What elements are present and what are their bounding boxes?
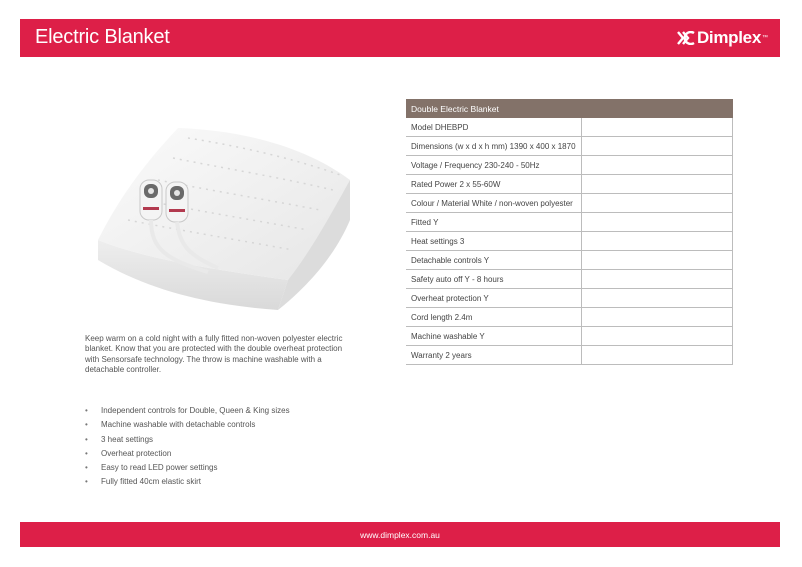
page-title: Electric Blanket	[35, 26, 170, 48]
spec-value-cell	[582, 213, 733, 232]
spec-cell: Warranty 2 years	[406, 346, 582, 365]
spec-value-cell	[582, 156, 733, 175]
website-link[interactable]: www.dimplex.com.au	[360, 530, 440, 540]
brand-name: Dimplex	[696, 28, 761, 47]
table-row	[406, 118, 733, 137]
list-item: • Overheat protection	[85, 449, 290, 463]
table-row	[406, 308, 733, 327]
spec-value-cell	[582, 137, 733, 156]
spec-value-cell	[582, 175, 733, 194]
list-item: • Machine washable with detachable controls	[85, 420, 290, 434]
list-item: • Independent controls for Double, Queen & King sizes	[85, 406, 290, 420]
electric-blanket-image	[88, 110, 358, 310]
table-row	[406, 137, 733, 156]
spec-value-cell	[582, 251, 733, 270]
spec-cell: Detachable controls Y	[406, 251, 582, 270]
dimplex-logo	[677, 28, 768, 48]
spec-cell: Voltage / Frequency 230-240 - 50Hz	[406, 156, 582, 175]
spec-cell: Fitted Y	[406, 213, 582, 232]
spec-value-cell	[582, 270, 733, 289]
spec-table-header-row	[406, 99, 733, 118]
table-row	[406, 213, 733, 232]
spec-cell: Model DHEBPD	[406, 118, 582, 137]
spec-value-cell	[582, 289, 733, 308]
table-row	[406, 194, 733, 213]
spec-value-cell	[582, 232, 733, 251]
spec-cell: Heat settings 3	[406, 232, 582, 251]
spec-cell: Rated Power 2 x 55-60W	[406, 175, 582, 194]
table-row	[406, 270, 733, 289]
table-row	[406, 346, 733, 365]
list-item: • Fully fitted 40cm elastic skirt	[85, 477, 290, 491]
page-header	[20, 19, 780, 57]
spec-value-cell	[582, 346, 733, 365]
spec-value-cell	[582, 308, 733, 327]
spec-cell: Safety auto off Y - 8 hours	[406, 270, 582, 289]
table-row	[406, 156, 733, 175]
feature-list	[85, 406, 290, 492]
table-row	[406, 289, 733, 308]
spec-cell: Dimensions (w x d x h mm) 1390 x 400 x 1870	[406, 137, 582, 156]
spec-table-title: Double Electric Blanket	[406, 99, 733, 118]
spec-value-cell	[582, 118, 733, 137]
list-item: • 3 heat settings	[85, 435, 290, 449]
table-row	[406, 327, 733, 346]
list-item: • Easy to read LED power settings	[85, 463, 290, 477]
spec-cell: Cord length 2.4m	[406, 308, 582, 327]
spec-value-cell	[582, 194, 733, 213]
product-description: Keep warm on a cold night with a fully fitted non-woven polyester electric blanket. Know that you are protected with the double overheat protection with Sensorsafe technology. The throw is machine washable with a detachable controller.	[85, 334, 343, 374]
page-footer	[20, 522, 780, 547]
dimplex-logo-icon	[677, 31, 695, 45]
spec-table	[406, 99, 733, 365]
table-row	[406, 175, 733, 194]
table-row	[406, 232, 733, 251]
spec-cell: Overheat protection Y	[406, 289, 582, 308]
spec-cell: Machine washable Y	[406, 327, 582, 346]
spec-value-cell	[582, 327, 733, 346]
table-row	[406, 251, 733, 270]
spec-cell: Colour / Material White / non-woven polyester	[406, 194, 582, 213]
trademark-mark: ™	[762, 35, 768, 41]
